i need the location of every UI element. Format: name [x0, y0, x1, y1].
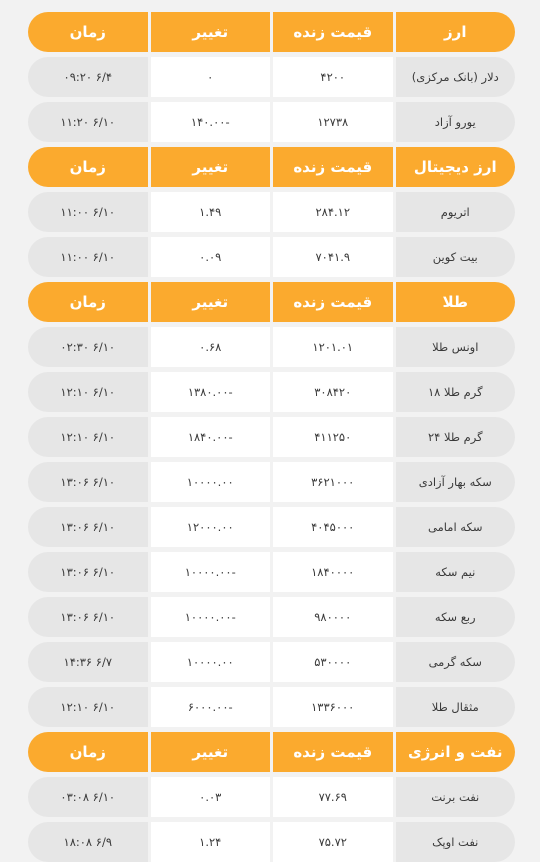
cell-price: ۱۳۳۶۰۰۰ [273, 687, 393, 727]
table-row[interactable] [27, 462, 515, 502]
cell-time: ۶/۱۰ ۰۲:۳۰ [28, 327, 148, 367]
header-price: قیمت زنده [273, 147, 393, 187]
header-time: زمان [28, 12, 148, 52]
cell-time: ۶/۱۰ ۱۱:۲۰ [28, 102, 148, 142]
cell-name: نفت برنت [396, 777, 516, 817]
cell-name: سکه امامی [396, 507, 516, 547]
table-row[interactable] [27, 327, 515, 367]
cell-change: ۱۰۰۰۰.۰۰ [151, 462, 271, 502]
cell-price: ۷۷.۶۹ [273, 777, 393, 817]
table-row[interactable] [27, 642, 515, 682]
section-header-4 [27, 732, 515, 772]
cell-change: -۶۰۰۰.۰۰ [151, 687, 271, 727]
table-row[interactable] [27, 102, 515, 142]
header-price: قیمت زنده [273, 732, 393, 772]
table-row[interactable] [27, 237, 515, 277]
cell-price: ۲۸۴.۱۲ [273, 192, 393, 232]
cell-price: ۷۰۴۱.۹ [273, 237, 393, 277]
cell-change: ۰.۶۸ [151, 327, 271, 367]
cell-name: نفت اوپک [396, 822, 516, 862]
cell-time: ۶/۱۰ ۱۳:۰۶ [28, 552, 148, 592]
cell-change: ۰ [151, 57, 271, 97]
header-price: قیمت زنده [273, 282, 393, 322]
header-category: طلا [396, 282, 516, 322]
table-row[interactable] [27, 822, 515, 862]
cell-price: ۳۰۸۴۲۰ [273, 372, 393, 412]
header-time: زمان [28, 732, 148, 772]
header-time: زمان [28, 147, 148, 187]
table-row[interactable] [27, 687, 515, 727]
cell-time: ۶/۷ ۱۴:۳۶ [28, 642, 148, 682]
cell-time: ۶/۱۰ ۱۳:۰۶ [28, 462, 148, 502]
cell-change: -۱۴۰.۰۰ [151, 102, 271, 142]
cell-time: ۶/۴ ۰۹:۲۰ [28, 57, 148, 97]
cell-price: ۴۲۰۰ [273, 57, 393, 97]
table-row[interactable] [27, 57, 515, 97]
table-row[interactable] [27, 552, 515, 592]
header-change: تغییر [151, 732, 271, 772]
section-header-3 [27, 282, 515, 322]
cell-price: ۴۰۴۵۰۰۰ [273, 507, 393, 547]
table-row[interactable] [27, 777, 515, 817]
cell-change: ۰.۰۹ [151, 237, 271, 277]
cell-price: ۳۶۲۱۰۰۰ [273, 462, 393, 502]
header-time: زمان [28, 282, 148, 322]
cell-name: گرم طلا ۲۴ [396, 417, 516, 457]
header-category: نفت و انرژی [396, 732, 516, 772]
cell-change: ۱۲۰۰۰.۰۰ [151, 507, 271, 547]
table-row[interactable] [27, 417, 515, 457]
section-header-1 [27, 12, 515, 52]
cell-name: گرم طلا ۱۸ [396, 372, 516, 412]
cell-change: ۱۰۰۰۰.۰۰ [151, 642, 271, 682]
cell-name: سکه گرمی [396, 642, 516, 682]
cell-time: ۶/۱۰ ۰۳:۰۸ [28, 777, 148, 817]
cell-change: -۱۸۴۰.۰۰ [151, 417, 271, 457]
header-change: تغییر [151, 282, 271, 322]
cell-name: مثقال طلا [396, 687, 516, 727]
header-category: ارز [396, 12, 516, 52]
cell-change: -۱۳۸۰.۰۰ [151, 372, 271, 412]
cell-price: ۱۲۰۱.۰۱ [273, 327, 393, 367]
cell-time: ۶/۱۰ ۱۳:۰۶ [28, 597, 148, 637]
cell-name: نیم سکه [396, 552, 516, 592]
header-price: قیمت زنده [273, 12, 393, 52]
cell-time: ۶/۱۰ ۱۱:۰۰ [28, 237, 148, 277]
cell-change: ۱.۴۹ [151, 192, 271, 232]
cell-name: دلار (بانک مرکزی) [396, 57, 516, 97]
cell-time: ۶/۱۰ ۱۲:۱۰ [28, 372, 148, 412]
cell-time: ۶/۱۰ ۱۳:۰۶ [28, 507, 148, 547]
cell-change: ۱.۲۴ [151, 822, 271, 862]
table-row[interactable] [27, 507, 515, 547]
cell-price: ۱۸۴۰۰۰۰ [273, 552, 393, 592]
cell-price: ۴۱۱۲۵۰ [273, 417, 393, 457]
cell-name: ربع سکه [396, 597, 516, 637]
header-change: تغییر [151, 147, 271, 187]
cell-time: ۶/۱۰ ۱۱:۰۰ [28, 192, 148, 232]
cell-change: -۱۰۰۰۰.۰۰ [151, 597, 271, 637]
table-row[interactable] [27, 192, 515, 232]
cell-time: ۶/۱۰ ۱۲:۱۰ [28, 687, 148, 727]
cell-price: ۵۳۰۰۰۰ [273, 642, 393, 682]
cell-price: ۷۵.۷۲ [273, 822, 393, 862]
header-category: ارز دیجیتال [396, 147, 516, 187]
cell-time: ۶/۹ ۱۸:۰۸ [28, 822, 148, 862]
header-change: تغییر [151, 12, 271, 52]
cell-name: اتریوم [396, 192, 516, 232]
cell-name: بیت کوین [396, 237, 516, 277]
cell-name: اونس طلا [396, 327, 516, 367]
cell-name: سکه بهار آزادی [396, 462, 516, 502]
table-row[interactable] [27, 372, 515, 412]
cell-name: یورو آزاد [396, 102, 516, 142]
cell-price: ۱۲۷۳۸ [273, 102, 393, 142]
cell-change: -۱۰۰۰۰.۰۰ [151, 552, 271, 592]
cell-price: ۹۸۰۰۰۰ [273, 597, 393, 637]
table-row[interactable] [27, 597, 515, 637]
cell-time: ۶/۱۰ ۱۲:۱۰ [28, 417, 148, 457]
cell-change: ۰.۰۳ [151, 777, 271, 817]
section-header-2 [27, 147, 515, 187]
